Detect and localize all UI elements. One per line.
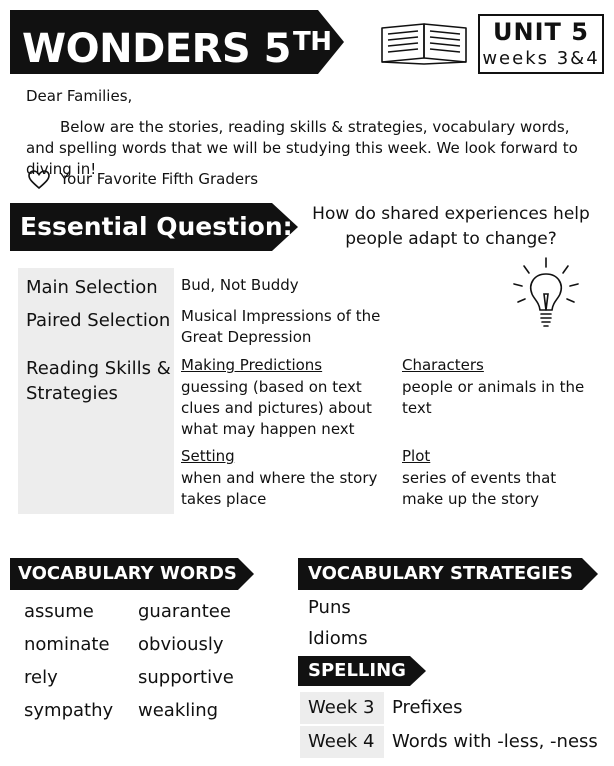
skill-definition: when and where the story takes place [181, 469, 378, 508]
signoff: Your Favorite Fifth Graders [60, 170, 259, 188]
vocab-word: assume [24, 601, 94, 622]
vocab-word: rely [24, 667, 58, 688]
greeting: Dear Families, [26, 87, 133, 105]
skill-term: Making Predictions [181, 356, 323, 374]
vocabulary-words-label: VOCABULARY WORDS [18, 563, 237, 584]
strategy-item: Idioms [308, 628, 368, 649]
vocabulary-strategies-label: VOCABULARY STRATEGIES [308, 563, 573, 584]
essential-question-label: Essential Question: [20, 212, 293, 241]
lightbulb-icon [508, 254, 584, 334]
vocab-word: obviously [138, 634, 224, 655]
unit-weeks: weeks 3&4 [482, 48, 600, 69]
paired-selection-value: Musical Impressions of the Great Depression [181, 307, 381, 346]
skill-term: Characters [402, 356, 484, 374]
strategy-item: Puns [308, 597, 351, 618]
spelling-label: SPELLING [308, 660, 406, 681]
skill-definition: people or animals in the text [402, 378, 585, 417]
skill-term: Plot [402, 447, 431, 465]
vocab-word: sympathy [24, 700, 114, 721]
spelling-topic: Prefixes [392, 697, 463, 718]
spelling-week: Week 3 [308, 697, 375, 718]
unit-title: UNIT 5 [493, 18, 589, 46]
spelling-topic: Words with -less, -ness [392, 731, 598, 752]
heart-outline-icon [28, 170, 50, 190]
vocab-word: guarantee [138, 601, 231, 622]
vocab-word: nominate [24, 634, 110, 655]
vocab-word: weakling [138, 700, 219, 721]
vocab-word: supportive [138, 667, 234, 688]
spelling-week: Week 4 [308, 731, 375, 752]
letter-body: Below are the stories, reading skills & strategies, vocabulary words, and spelling words that we will be studying this week. We look forward to diving in! [26, 118, 578, 178]
main-selection-value: Bud, Not Buddy [181, 276, 299, 294]
skill-definition: guessing (based on text clues and pictures) about what may happen next [181, 378, 372, 438]
essential-question-text: How do shared experiences help people adapt to change? [312, 204, 590, 249]
reading-skills-label: Reading Skills & Strategies [26, 358, 171, 404]
paired-selection-label: Paired Selection [26, 310, 171, 331]
open-book-icon [378, 18, 470, 66]
skill-term: Setting [181, 447, 235, 465]
skill-definition: series of events that make up the story [402, 469, 557, 508]
main-selection-label: Main Selection [26, 277, 158, 298]
page-title: WONDERS 5TH [22, 26, 332, 72]
